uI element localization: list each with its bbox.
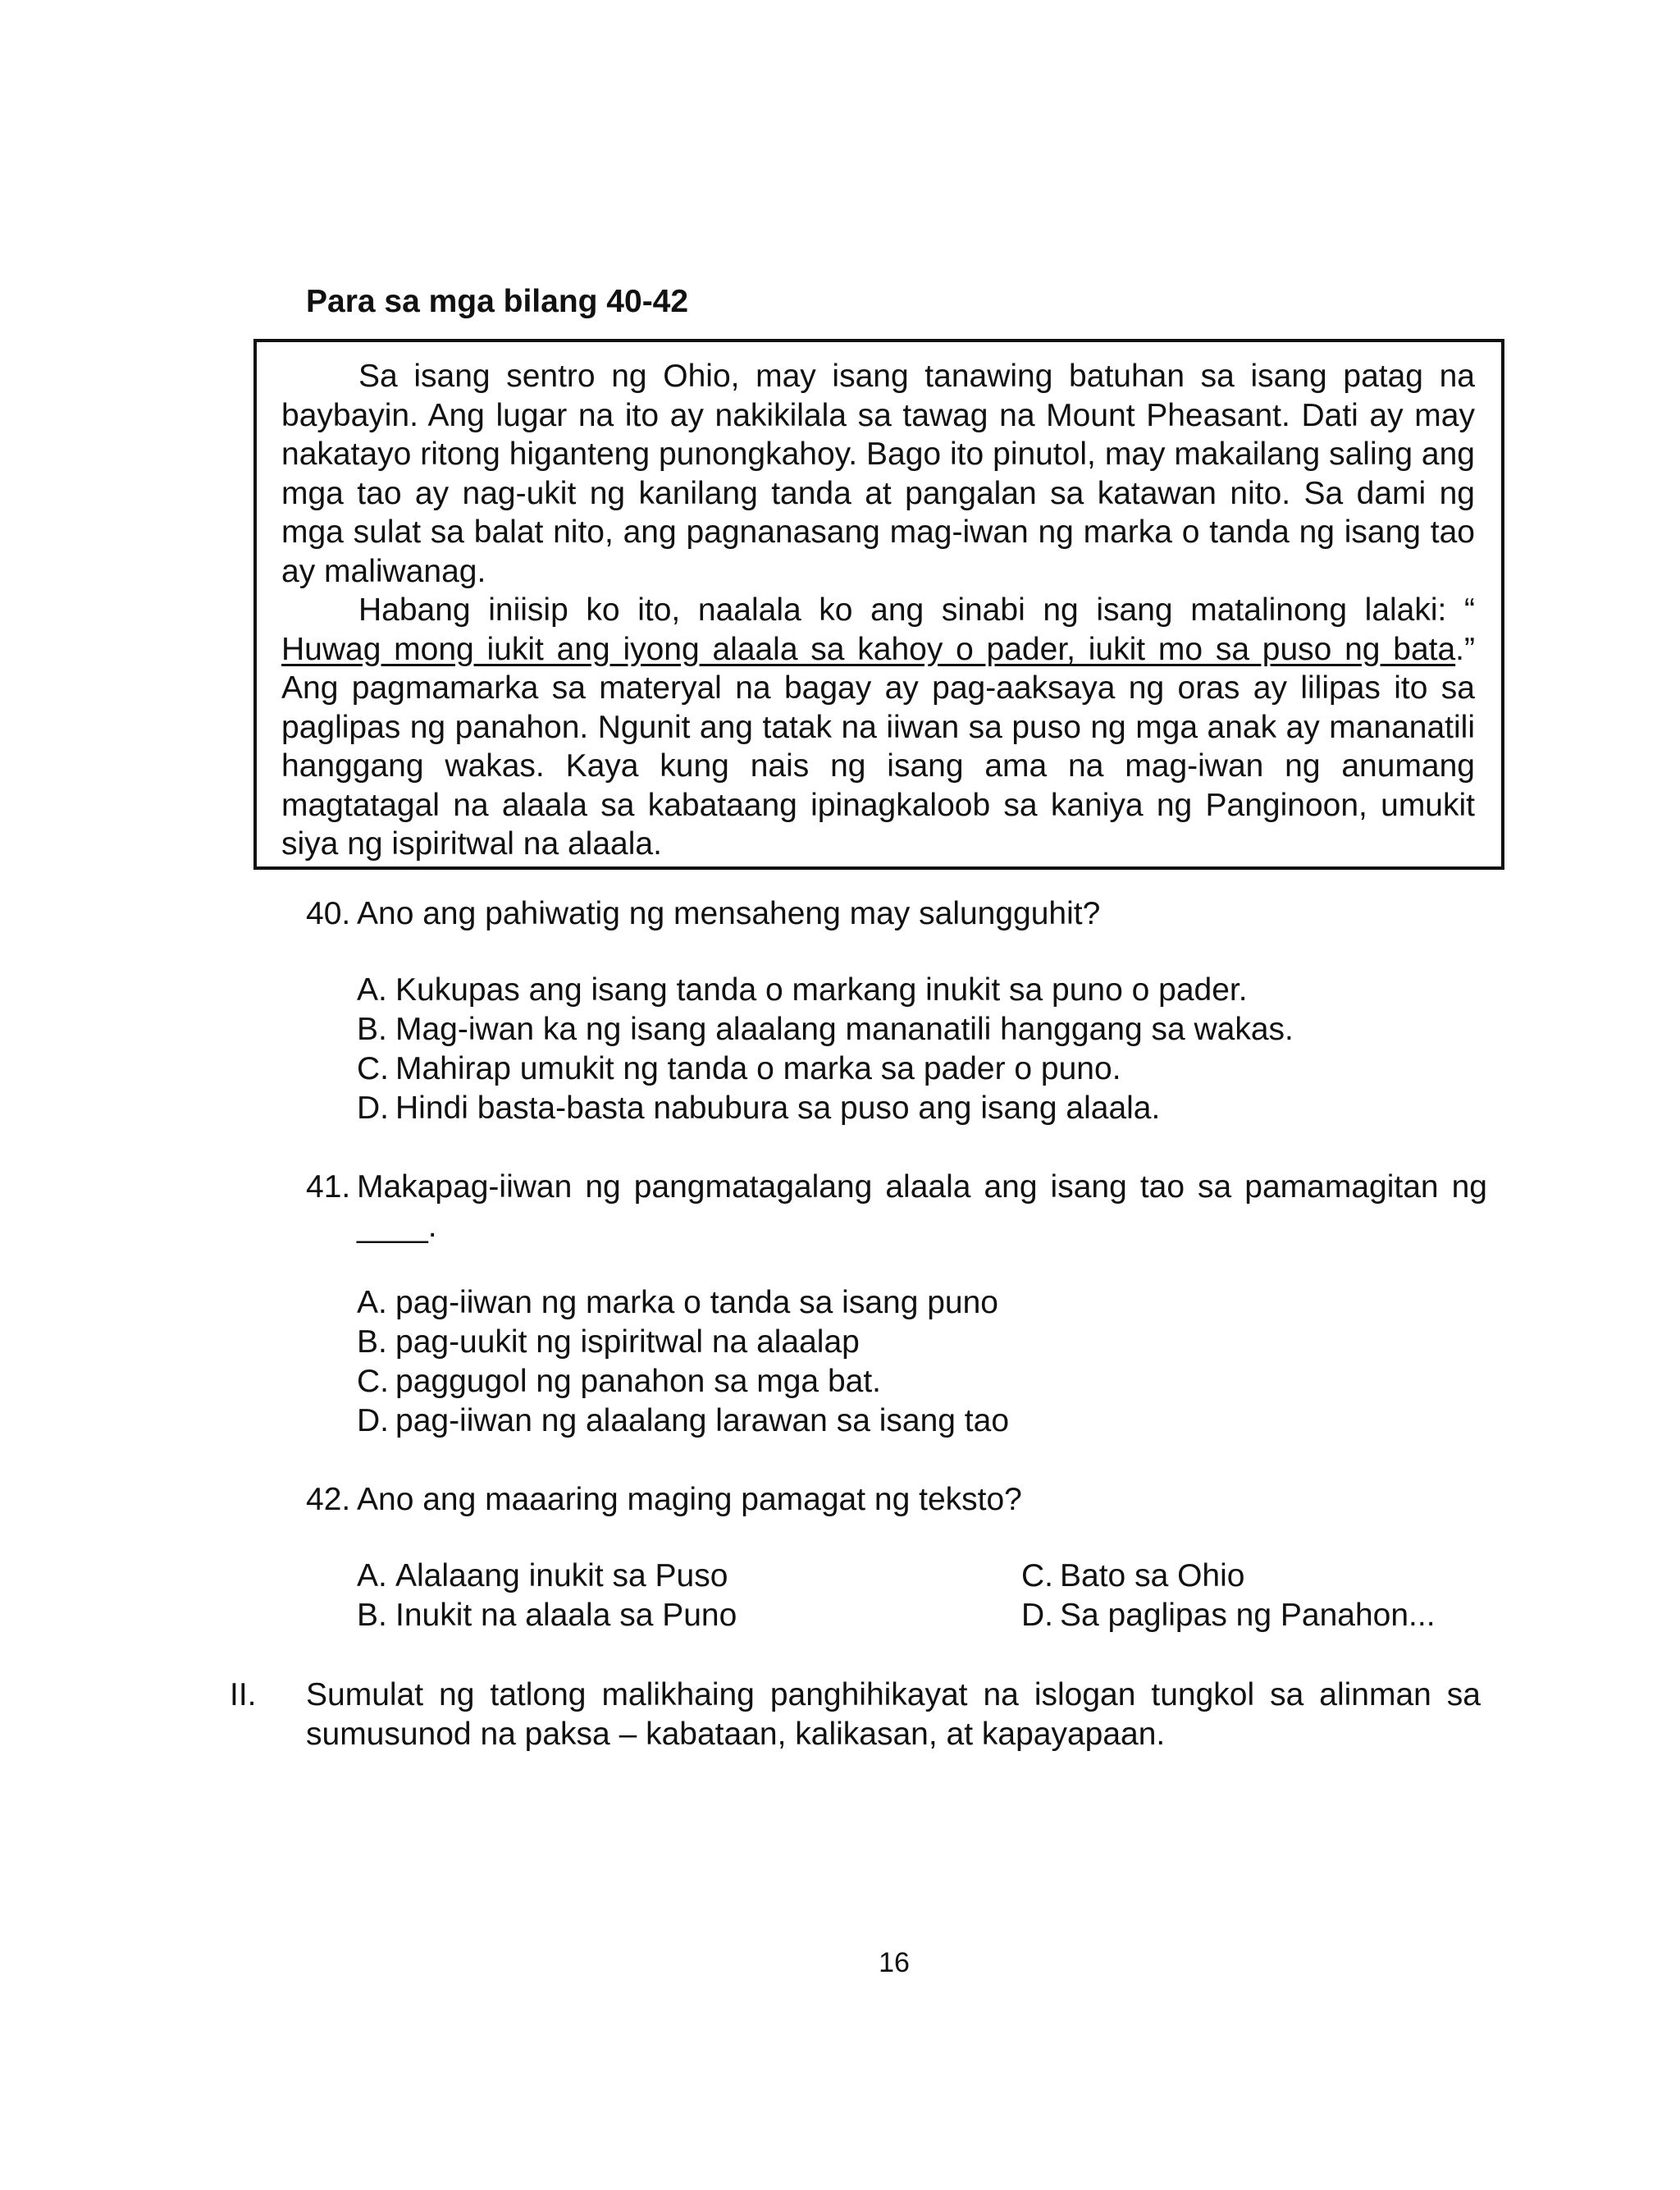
choice-text: Kukupas ang isang tanda o markang inukit sa puno o pader.	[395, 972, 1248, 1008]
choice-text: paggugol ng panahon sa mga bat.	[395, 1364, 881, 1399]
choice-text: Mahirap umukit ng tanda o marka sa pader o puno.	[395, 1051, 1121, 1086]
question-text: Makapag-iiwan ng pangmatagalang alaala ang isang tao sa pamamagitan ng ____.	[357, 1169, 1487, 1244]
question-text: Ano ang pahiwatig ng mensaheng may salungguhit?	[357, 896, 1101, 931]
choice-text: Alalaang inukit sa Puso	[395, 1558, 728, 1593]
choice-text: Bato sa Ohio	[1060, 1558, 1245, 1593]
question-41-stem	[306, 1168, 1487, 1246]
passage-paragraph-1: Sa isang sentro ng Ohio, may isang tanawing batuhan sa isang patag na baybayin. Ang lugar na ito ay nakikilala sa tawag na Mount Pheasant. Dati ay may nakatayo ritong higanteng punongkahoy. Bago ito pinutol, may makailang saling ang mga tao ay nag-ukit ng kanilang tanda at pangalan sa katawan nito. Sa dami ng mga sulat sa balat nito, ang pagnanasang mag-iwan ng marka o tanda ng isang tao ay maliwanag.	[281, 359, 1475, 589]
reading-passage-box	[253, 339, 1504, 870]
choice-text: pag-iiwan ng alaalang larawan sa isang tao	[395, 1403, 1010, 1438]
question-number: 42.	[306, 1482, 351, 1517]
question-42-stem	[306, 1480, 1487, 1520]
passage-paragraph-2-lead: Habang iniisip ko ito, naalala ko ang sinabi ng isang matalinong lalaki: “	[358, 592, 1475, 628]
page-number: 16	[879, 1947, 910, 1978]
choice-letter: D.	[1021, 1598, 1053, 1633]
choice-letter: C.	[357, 1364, 389, 1399]
choice-text: Hindi basta-basta nabubura sa puso ang isang alaala.	[395, 1090, 1161, 1126]
choice-text: pag-iiwan ng marka o tanda sa isang puno	[395, 1285, 998, 1320]
choice-c	[357, 1049, 1487, 1089]
choice-letter: A.	[357, 1285, 387, 1320]
question-40-stem	[306, 894, 1487, 934]
choice-d	[357, 1401, 1487, 1441]
choice-b	[357, 1596, 1021, 1635]
choice-letter: A.	[357, 1558, 387, 1593]
choice-letter: B.	[357, 1598, 387, 1633]
choice-letter: A.	[357, 972, 387, 1008]
question-42-choices	[357, 1557, 1487, 1635]
choice-c	[1021, 1557, 1513, 1596]
choice-d	[357, 1089, 1487, 1128]
question-40	[306, 894, 1487, 1128]
section-heading: Para sa mga bilang 40-42	[306, 284, 689, 319]
choice-text: pag-uukit ng ispiritwal na alaalap	[395, 1324, 860, 1360]
choice-letter: D.	[357, 1090, 389, 1126]
choice-text: Inukit na alaala sa Puno	[395, 1598, 737, 1633]
underlined-message: Huwag mong iukit ang iyong alaala sa kahoy o pader, iukit mo sa puso ng bata	[281, 631, 1456, 667]
question-42	[306, 1480, 1487, 1635]
choice-b	[357, 1010, 1487, 1049]
choice-text: Mag-iwan ka ng isang alaalang mananatili hanggang sa wakas.	[395, 1012, 1294, 1047]
choice-d	[1021, 1596, 1513, 1635]
choice-letter: B.	[357, 1012, 387, 1047]
choice-a	[357, 1283, 1487, 1323]
questions-list	[306, 894, 1487, 1635]
question-number: 40.	[306, 896, 351, 931]
passage-paragraph-2-rest: .” Ang pagmamarka sa materyal na bagay ay pag-aaksaya ng oras ay lilipas ito sa paglipas ng panahon. Ngunit ang tatak na iiwan sa puso ng mga anak ay mananatili hanggang wakas. Kaya kung nais ng isang ama na mag-iwan ng anumang magtatagal na alaala sa kabataang ipinagkaloob sa kaniya ng Panginoon, umukit siya ng ispiritwal na alaala.	[281, 631, 1475, 862]
part-number: II.	[230, 1677, 257, 1712]
choice-text: Sa paglipas ng Panahon...	[1060, 1598, 1436, 1633]
choice-letter: C.	[357, 1051, 389, 1086]
question-text: Ano ang maaaring maging pamagat ng teksto?	[357, 1482, 1022, 1517]
choice-letter: D.	[357, 1403, 389, 1438]
choice-b	[357, 1323, 1487, 1362]
passage-paragraph-2	[281, 591, 1475, 864]
part-instruction-text: Sumulat ng tatlong malikhaing panghihikayat na islogan tungkol sa alinman sa sumusunod na paksa – kabataan, kalikasan, at kapayapaan.	[306, 1677, 1481, 1752]
choice-letter: C.	[1021, 1558, 1053, 1593]
choice-letter: B.	[357, 1324, 387, 1360]
part-two-instruction	[230, 1676, 1481, 1754]
question-number: 41.	[306, 1169, 351, 1205]
question-41	[306, 1168, 1487, 1441]
choice-c	[357, 1362, 1487, 1401]
question-40-choices	[357, 971, 1487, 1128]
choice-a	[357, 1557, 1021, 1596]
question-41-choices	[357, 1283, 1487, 1441]
choice-a	[357, 971, 1487, 1010]
